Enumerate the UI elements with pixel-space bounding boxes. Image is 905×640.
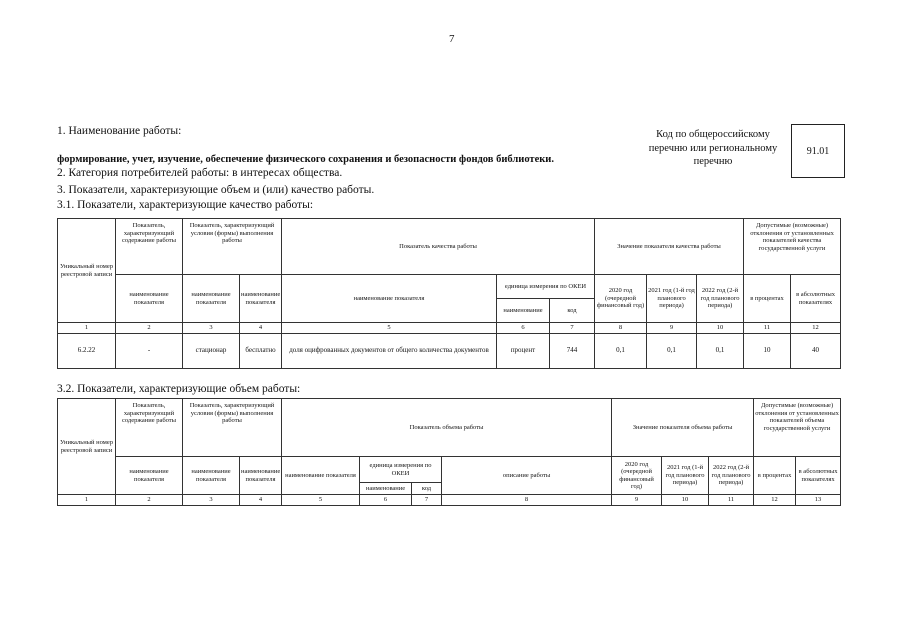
- header-indicator-name: наименование показателя: [183, 275, 240, 323]
- header-absolute: в абсолютных показателях: [796, 457, 841, 495]
- column-number: 6: [497, 323, 550, 334]
- cell-indicator: доля оцифрованных документов от общего количества документов: [282, 334, 497, 369]
- header-indicator-name: наименование показателя: [183, 457, 240, 495]
- header-year-2021: 2021 год (1-й год планового периода): [662, 457, 709, 495]
- header-indicator-name: наименование показателя: [116, 275, 183, 323]
- column-number: 3: [183, 495, 240, 506]
- code-label-line: Код по общероссийскому: [656, 129, 770, 140]
- cell-2022: 0,1: [697, 334, 744, 369]
- column-number: 13: [796, 495, 841, 506]
- column-number: 4: [240, 323, 282, 334]
- cell-code: 744: [550, 334, 595, 369]
- cell-absolute: 40: [791, 334, 841, 369]
- header-year-2020: 2020 год (очередной финансовый год): [612, 457, 662, 495]
- column-number: 9: [612, 495, 662, 506]
- column-number: 1: [58, 495, 116, 506]
- header-form: Показатель, характеризующий условия (формы) выполнения работы: [183, 399, 282, 457]
- header-unique: Уникальный номер реестровой записи: [58, 399, 116, 495]
- column-number: 8: [442, 495, 612, 506]
- column-number: 11: [744, 323, 791, 334]
- work-name-value: формирование, учет, изучение, обеспечение физического сохранения и безопасности фондов библиотеки.: [57, 154, 554, 165]
- table-row: [58, 334, 841, 369]
- column-number: 12: [754, 495, 796, 506]
- indicators-heading: 3. Показатели, характеризующие объем и (или) качество работы.: [57, 184, 375, 196]
- header-year-2022: 2022 год (2-й год планового периода): [697, 275, 744, 323]
- column-number: 3: [183, 323, 240, 334]
- cell-cost: бесплатно: [240, 334, 282, 369]
- column-number: 5: [282, 495, 360, 506]
- column-number: 4: [240, 495, 282, 506]
- header-okei: единица измерения по ОКЕИ: [360, 457, 442, 483]
- header-okei-name: наименование: [497, 299, 550, 323]
- cell-2021: 0,1: [647, 334, 697, 369]
- column-number: 1: [58, 323, 116, 334]
- code-label-line: перечню или региональному: [648, 142, 778, 154]
- code-label: [640, 128, 786, 169]
- header-value: Значение показателя объема работы: [612, 399, 754, 457]
- quality-table: [57, 218, 841, 369]
- header-okei-code: код: [412, 483, 442, 495]
- header-indicator-name: наименование показателя: [116, 457, 183, 495]
- header-quality: Показатель качества работы: [282, 219, 595, 275]
- header-indicator-name: наименование показателя: [240, 275, 282, 323]
- volume-table: [57, 398, 841, 506]
- header-deviation: Допустимые (возможные) отклонения от установленных показателей качества государственной услуги: [744, 219, 841, 275]
- volume-indicators-heading: 3.2. Показатели, характеризующие объем работы:: [57, 383, 301, 395]
- column-number: 9: [647, 323, 697, 334]
- code-label-line: перечню: [693, 156, 733, 167]
- column-number: 8: [595, 323, 647, 334]
- header-year-2020: 2020 год (очередной финансовый год): [595, 275, 647, 323]
- header-indicator-name: наименование показателя: [282, 457, 360, 495]
- column-number: 7: [412, 495, 442, 506]
- header-indicator-name: наименование показателя: [240, 457, 282, 495]
- cell-2020: 0,1: [595, 334, 647, 369]
- header-form: Показатель, характеризующий условия (формы) выполнения работы: [183, 219, 282, 275]
- column-number: 2: [116, 323, 183, 334]
- header-percent: в процентах: [744, 275, 791, 323]
- code-box: 91.01: [791, 124, 845, 178]
- header-description: описание работы: [442, 457, 612, 495]
- cell-form: стационар: [183, 334, 240, 369]
- cell-unit: процент: [497, 334, 550, 369]
- header-year-2022: 2022 год (2-й год планового периода): [709, 457, 754, 495]
- header-volume: Показатель объема работы: [282, 399, 612, 457]
- header-percent: в процентах: [754, 457, 796, 495]
- header-content: Показатель, характеризующий содержание работы: [116, 399, 183, 457]
- column-number: 10: [662, 495, 709, 506]
- work-name-heading: 1. Наименование работы:: [57, 125, 182, 137]
- column-number: 10: [697, 323, 744, 334]
- header-deviation: Допустимые (возможные) отклонения от установленных показателей объема государственной услуги: [754, 399, 841, 457]
- quality-indicators-heading: 3.1. Показатели, характеризующие качество работы:: [57, 199, 314, 211]
- header-content: Показатель, характеризующий содержание работы: [116, 219, 183, 275]
- column-number: 5: [282, 323, 497, 334]
- header-okei-name: наименование: [360, 483, 412, 495]
- column-number: 2: [116, 495, 183, 506]
- header-okei: единица измерения по ОКЕИ: [497, 275, 595, 299]
- cell-percent: 10: [744, 334, 791, 369]
- cell-content: -: [116, 334, 183, 369]
- header-okei-code: код: [550, 299, 595, 323]
- header-unique: Уникальный номер реестровой записи: [58, 219, 116, 323]
- column-number: 7: [550, 323, 595, 334]
- column-number: 12: [791, 323, 841, 334]
- header-absolute: в абсолютных показателях: [791, 275, 841, 323]
- consumer-category: 2. Категория потребителей работы: в интересах общества.: [57, 167, 343, 179]
- page-number: 7: [449, 33, 455, 45]
- column-number: 11: [709, 495, 754, 506]
- header-year-2021: 2021 год (1-й год планового периода): [647, 275, 697, 323]
- header-value: Значение показателя качества работы: [595, 219, 744, 275]
- header-indicator-name: наименование показателя: [282, 275, 497, 323]
- cell-registry-id: 6.2.22: [58, 334, 116, 369]
- column-number: 6: [360, 495, 412, 506]
